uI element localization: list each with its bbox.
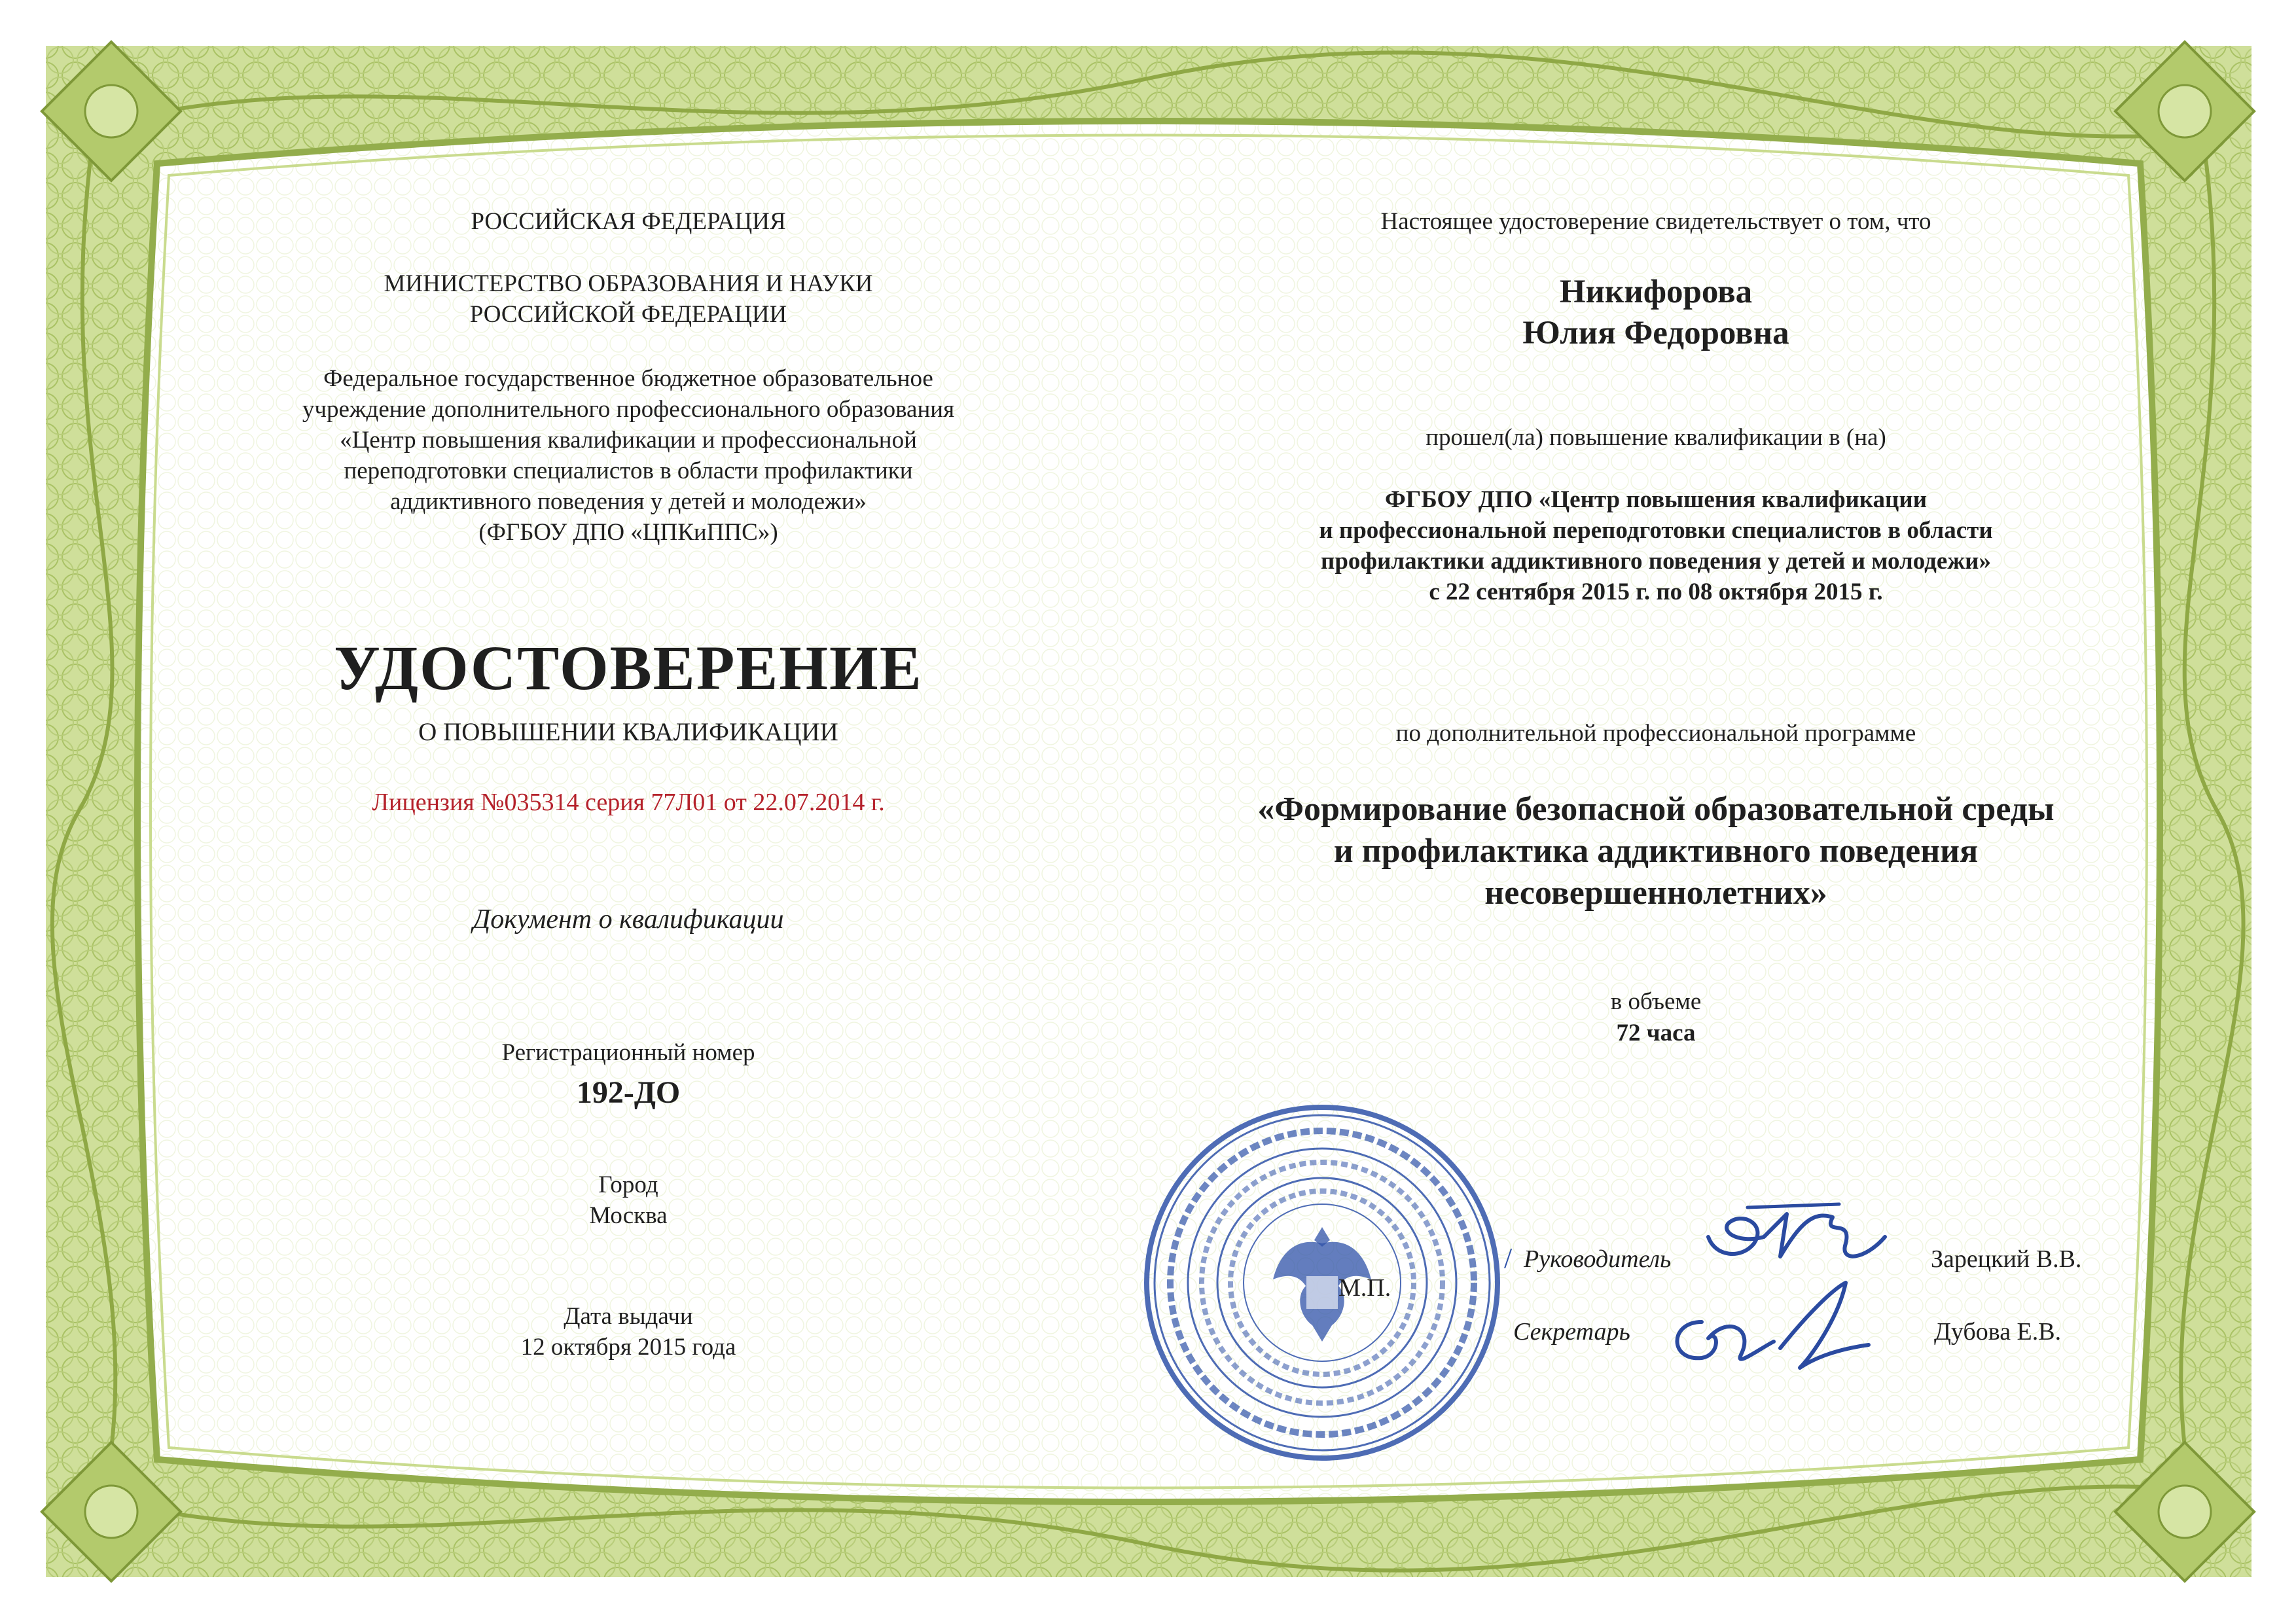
city-label: Город	[598, 1171, 658, 1198]
org-line: и профессиональной переподготовки специалистов в области	[1319, 517, 1993, 544]
reg-number-label: Регистрационный номер	[501, 1039, 755, 1066]
signature-role: Руководитель	[1524, 1245, 1672, 1273]
signature-name: Дубова Е.В.	[1934, 1318, 2062, 1346]
official-seal	[1139, 1099, 1505, 1466]
director-signature	[1702, 1198, 1898, 1276]
org-abbrev: (ФГБОУ ДПО «ЦПКиППС»)	[478, 519, 778, 546]
org-line: переподготовки специалистов в области профилактики	[344, 457, 913, 484]
program-title-line: «Формирование безопасной образовательной среды	[1257, 791, 2054, 828]
program-label: по дополнительной профессиональной программе	[1395, 720, 1916, 747]
org-line: «Центр повышения квалификации и профессиональной	[340, 427, 917, 454]
issue-date: 12 октября 2015 года	[520, 1334, 736, 1361]
passed-line: прошел(ла) повышение квалификации в (на)	[1426, 424, 1886, 451]
org-line: аддиктивного поведения у детей и молодежи»	[390, 488, 867, 515]
volume-value: 72 часа	[1616, 1020, 1696, 1046]
org-line: профилактики аддиктивного поведения у детей и молодежи»	[1321, 548, 1991, 575]
city-value: Москва	[589, 1202, 668, 1229]
program-title-line: несовершеннолетних»	[1484, 874, 1827, 912]
signature-divider: /	[1504, 1242, 1513, 1274]
ministry-line-2: РОССИЙСКОЙ ФЕДЕРАЦИИ	[469, 301, 787, 328]
org-line: Федеральное государственное бюджетное образовательное	[323, 365, 933, 392]
recipient-given-names: Юлия Федоровна	[1522, 315, 1789, 351]
signature-name: Зарецкий В.В.	[1931, 1245, 2082, 1273]
secretary-signature	[1662, 1276, 1872, 1387]
left-page	[196, 0, 1060, 1623]
org-line: учреждение дополнительного профессионального образования	[302, 396, 955, 423]
ministry-line-1: МИНИСТЕРСТВО ОБРАЗОВАНИЯ И НАУКИ	[384, 270, 873, 297]
country-heading: РОССИЙСКАЯ ФЕДЕРАЦИЯ	[471, 208, 786, 235]
reg-number: 192-ДО	[576, 1075, 681, 1110]
training-period: с 22 сентября 2015 г. по 08 октября 2015 г.	[1429, 579, 1883, 605]
intro-line: Настоящее удостоверение свидетельствует о том, что	[1380, 208, 1931, 235]
document-type: Документ о квалификации	[473, 904, 784, 935]
stamp-place-mark: М.П.	[1338, 1274, 1391, 1302]
document-title: УДОСТОВЕРЕНИЕ	[334, 633, 923, 703]
program-title-line: и профилактика аддиктивного поведения	[1333, 832, 1979, 870]
volume-label: в объеме	[1610, 988, 1702, 1015]
document-subtitle: О ПОВЫШЕНИИ КВАЛИФИКАЦИИ	[418, 718, 838, 746]
issue-date-label: Дата выдачи	[564, 1303, 693, 1330]
license-line: Лицензия №035314 серия 77Л01 от 22.07.2014 г.	[372, 789, 885, 816]
org-line: ФГБОУ ДПО «Центр повышения квалификации	[1384, 486, 1928, 513]
signature-role: Секретарь	[1513, 1318, 1630, 1346]
recipient-surname: Никифорова	[1559, 274, 1753, 310]
